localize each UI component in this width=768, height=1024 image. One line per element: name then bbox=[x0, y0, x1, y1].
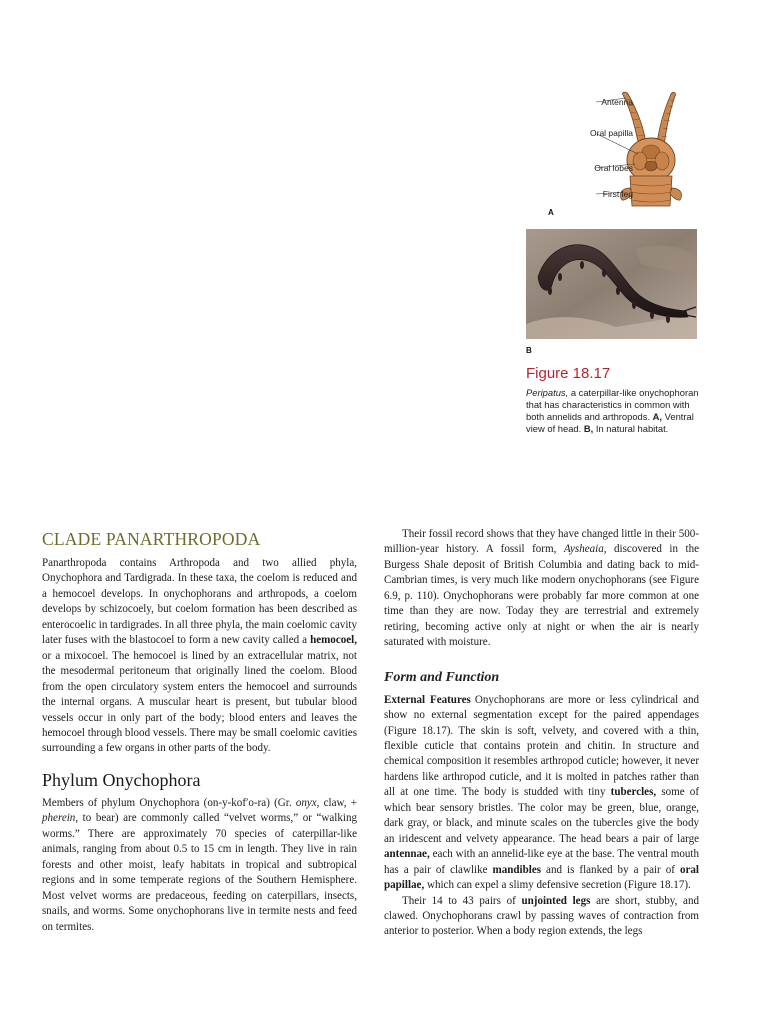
term-oral-papillae: oral papillae, bbox=[384, 863, 699, 892]
text-run: claw, + bbox=[319, 796, 357, 809]
phylum-heading: Phylum Onychophora bbox=[42, 769, 201, 790]
term-unjointed-legs: unjointed legs bbox=[521, 894, 591, 907]
panarthropoda-paragraph bbox=[42, 556, 357, 757]
right-column bbox=[384, 527, 699, 940]
term-tubercles: tubercles, bbox=[610, 786, 657, 799]
left-column bbox=[42, 528, 357, 935]
panel-letter-a: A bbox=[548, 208, 554, 217]
text-run: or a mixocoel. The hemocoel is lined by an extracellular matrix, not the mesodermal peritoneum that originally lined the coelom. Blood from the open circulatory system enters the hemocoel and surrounds the internal organs. A muscular heart is present, but tubular blood vessels occur in only part of the body; blood enters and leaves the hemocoel through blood vessels. There may be small coelomic cavities surrounding a few organs in other parts of the body. bbox=[42, 649, 357, 755]
term-pherein: pherein, bbox=[42, 812, 79, 825]
label-first-leg: First leg bbox=[602, 189, 633, 199]
caption-text: a caterpillar-like onychophoran that has characteristics in common with both annelids and arthropods. bbox=[526, 387, 699, 423]
text-run: some of which bear sensory bristles. The color may be green, blue, orange, dark gray, or black, and minute scales on the tubercles give the body an iridescent and velvety appearance. The head bears a pair of large bbox=[384, 786, 700, 845]
text-run: Their fossil record shows that they have changed little in their 500-million-year history. A fossil form, bbox=[384, 528, 699, 556]
text-run: are short, stubby, and clawed. Onychophorans crawl by passing waves of contraction from anterior to posterior. When a body region extends, the legs bbox=[384, 894, 699, 938]
caption-b-text: In natural habitat. bbox=[593, 423, 669, 435]
figure-panel-b-photo bbox=[526, 229, 697, 339]
clade-heading: CLADE PANARTHROPODA bbox=[42, 529, 261, 549]
caption-genus: Peripatus, bbox=[526, 387, 569, 398]
label-oral-lobes: Oral lobes bbox=[594, 163, 633, 173]
panel-letter-b: B bbox=[526, 346, 532, 355]
text-run: and is flanked by a pair of bbox=[541, 863, 680, 876]
term-mandibles: mandibles bbox=[492, 863, 542, 876]
legs-paragraph bbox=[384, 894, 699, 940]
text-run: Members of phylum Onychophora (on-y-kof′o-ra) (Gr. bbox=[42, 796, 296, 809]
text-run: Panarthropoda contains Arthropoda and two allied phyla, Onychophora and Tardigrada. In these taxa, the coelom is reduced and a hemocoel develops. In onychophorans and arthropods, a coelom develops by schizocoely, but coelom formation has been described as enterocoelic in tardigrades. In all three phyla, the main coelomic cavity later fuses with the blastocoel to form a new cavity called a bbox=[42, 557, 357, 647]
caption-a-text: Ventral view of head. bbox=[526, 411, 694, 435]
term-aysheaia: Aysheaia, bbox=[563, 543, 607, 556]
figure-panel-a bbox=[540, 88, 715, 218]
term-onyx: onyx, bbox=[295, 796, 320, 809]
label-antenna: Antenna bbox=[601, 97, 633, 107]
caption-a-label: A, bbox=[652, 411, 663, 423]
text-run: which can expel a slimy defensive secretion (Figure 18.17). bbox=[424, 879, 691, 892]
text-run: Onychophorans are more or less cylindrical and show no external segmentation except for the paired appendages (Figure 18.17). The skin is soft, velvety, and covered with a thin, flexible cuticle that contains protein and chitin. In structure and chemical composition it resembles arthropod cuticle; however, it never hardens like arthropod cuticle, and it is molted in patches rather than all at one time. The body is studded with tiny bbox=[384, 693, 699, 799]
onychophora-paragraph bbox=[42, 796, 357, 935]
caption-b-label: B, bbox=[583, 423, 594, 435]
text-run: discovered in the Burgess Shale deposit of British Columbia and dating back to mid-Cambrian times, is very much like modern onychophorans (see Figure 6.9, p. 110). Onychophorans were probably far more common at one time than they are now. Today they are terrestrial and extremely retiring, becoming active only at night or when the air is nearly saturated with moisture. bbox=[384, 543, 700, 649]
label-oral-papilla: Oral papilla bbox=[590, 128, 633, 138]
term-antennae: antennae, bbox=[384, 848, 430, 861]
fossil-record-paragraph bbox=[384, 527, 699, 651]
text-run: Their 14 to 43 pairs of bbox=[402, 894, 522, 907]
figure-caption bbox=[526, 387, 706, 435]
text-run: each with an annelid-like eye at the base. The ventral mouth has a pair of clawlike bbox=[384, 848, 699, 876]
external-features-runin: External Features bbox=[384, 693, 471, 706]
text-run: to bear) are commonly called “velvet worms,” or “walking worms.” There are approximately 70 species of caterpillar-like animals, ranging from about 0.5 to 15 cm in length. They live in rain forests and other moist, leafy habitats in tropical and subtropical regions and in some temperate regions of the Southern Hemisphere. Most velvet worms are predaceous, feeding on caterpillars, insects, snails, and worms. Some onychophorans live in termite nests and feed on termites. bbox=[42, 812, 357, 933]
figure-number: Figure 18.17 bbox=[526, 365, 611, 382]
external-features-paragraph bbox=[384, 693, 699, 894]
form-function-heading: Form and Function bbox=[384, 669, 500, 685]
term-hemocoel: hemocoel, bbox=[310, 634, 357, 647]
